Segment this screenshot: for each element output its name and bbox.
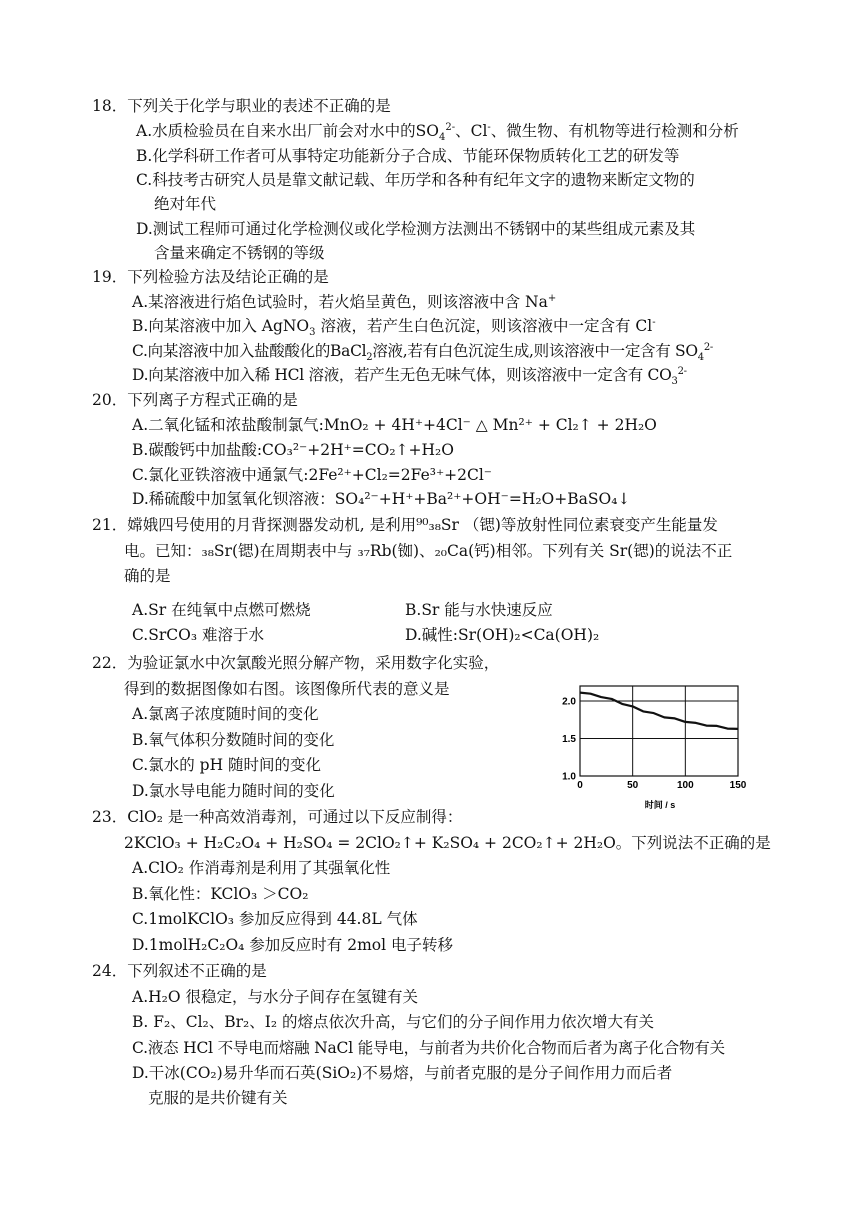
- q21-option-a: A.Sr 在纯氧中点燃可燃烧: [132, 601, 311, 619]
- q24-option-c: C.液态 HCl 不导电而熔融 NaCl 能导电，与前者为共价化合物而后者为离子化合物有关: [132, 1039, 725, 1057]
- q18-option-d-line1: D.测试工程师可通过化学检测仪或化学检测方法测出不锈钢中的某些组成元素及其: [136, 220, 696, 238]
- q22-stem-line2: 得到的数据图像如右图。该图像所代表的意义是: [124, 680, 450, 698]
- q22-option-b: B.氧气体积分数随时间的变化: [132, 731, 335, 749]
- q20-option-d: D.稀硫酸中加氢氧化钡溶液：SO₄²⁻+H⁺+Ba²⁺+OH⁻=H₂O+BaSO₄↓: [132, 490, 631, 508]
- q24-option-b: B. F₂、Cl₂、Br₂、I₂ 的熔点依次升高，与它们的分子间作用力依次增大有关: [132, 1013, 655, 1031]
- q19-option-c: C.向某溶液中加入盐酸酸化的BaCl$_2$溶液,若有白色沉淀生成,则该溶液中一定含有 $SO_4^{2-}$: [132, 341, 713, 364]
- chart-frame: [580, 686, 738, 776]
- q19-stem: 19．下列检验方法及结论正确的是: [92, 268, 329, 286]
- q18-option-c-line1: C.科技考古研究人员是靠文献记载、年历学和各种有纪年文字的遗物来断定文物的: [136, 171, 695, 189]
- chart-x-axis-label: 时间 / s: [644, 800, 676, 810]
- q22-line-chart: [548, 672, 754, 812]
- q20-option-b: B.碳酸钙中加盐酸:CO₃²⁻+2H⁺=CO₂↑+H₂O: [132, 441, 454, 459]
- q19-option-a: A.某溶液进行焰色试验时，若火焰呈黄色，则该溶液中含 Na+: [132, 292, 557, 311]
- q19-option-d: D.向某溶液中加入稀 HCl 溶液，若产生无色无味气体，则该溶液中一定含有 $CO_3^{2-}$: [132, 365, 687, 388]
- q23-option-a: A.ClO₂ 作消毒剂是利用了其强氧化性: [132, 859, 391, 877]
- q20-stem: 20．下列离子方程式正确的是: [92, 391, 298, 409]
- q24-option-d-line2: 克服的是共价键有关: [148, 1089, 288, 1107]
- q21-option-b: B.Sr 能与水快速反应: [405, 601, 553, 619]
- q22-option-d: D.氯水导电能力随时间的变化: [132, 782, 335, 800]
- q21-option-c: C.SrCO₃ 难溶于水: [132, 626, 264, 644]
- q21-stem-line1: 21．嫦娥四号使用的月背探测器发动机, 是利用⁹⁰₃₈Sr （锶)等放射性同位素衰变产生能量发: [92, 516, 718, 534]
- q21-stem-line2: 电。已知：₃₈Sr(锶)在周期表中与 ₃₇Rb(铷)、₂₀Ca(钙)相邻。下列有关 Sr(锶)的说法不正: [124, 542, 733, 560]
- q23-option-d: D.1molH₂C₂O₄ 参加反应时有 2mol 电子转移: [132, 936, 454, 954]
- q19-option-b: B.向某溶液中加入 AgNO$_3$ 溶液，若产生白色沉淀，则该溶液中一定含有 Cl-: [132, 316, 656, 339]
- chart-y-tick-label: 2.0: [562, 696, 576, 708]
- q24-option-d-line1: D.干冰(CO₂)易升华而石英(SiO₂)不易熔，与前者克服的是分子间作用力而后者: [132, 1064, 673, 1082]
- q18-option-a: A.水质检验员在自来水出厂前会对水中的$SO_4^{2-}$、Cl-、微生物、有机物等进行检测和分析: [136, 121, 739, 144]
- chart-x-tick-label: 150: [729, 780, 747, 791]
- q22-option-c: C.氯水的 pH 随时间的变化: [132, 756, 322, 774]
- chart-grid: [580, 686, 738, 776]
- chart-y-tick-label: 1.5: [562, 734, 576, 745]
- q18-option-d-line2: 含量来确定不锈钢的等级: [154, 244, 325, 262]
- q24-stem: 24．下列叙述不正确的是: [92, 962, 267, 980]
- q22-option-a: A.氯离子浓度随时间的变化: [132, 705, 319, 723]
- q24-option-a: A.H₂O 很稳定，与水分子间存在氢键有关: [132, 988, 418, 1006]
- q18-option-c-line2: 绝对年代: [154, 195, 217, 213]
- q18-stem: 18．下列关于化学与职业的表述不正确的是: [92, 97, 391, 115]
- chart-x-tick-label: 0: [577, 780, 583, 791]
- q21-stem-line3: 确的是: [124, 567, 171, 585]
- q20-option-c: C.氯化亚铁溶液中通氯气:2Fe²⁺+Cl₂=2Fe³⁺+2Cl⁻: [132, 466, 492, 484]
- q18-option-b: B.化学科研工作者可从事特定功能新分子合成、节能环保物质转化工艺的研发等: [136, 147, 680, 165]
- q23-equation: 2KClO₃ + H₂C₂O₄ + H₂SO₄ = 2ClO₂↑+ K₂SO₄ + 2CO₂↑+ 2H₂O。下列说法不正确的是: [124, 834, 771, 852]
- chart-series-line: [580, 693, 738, 729]
- chart-y-tick-label: 1.0: [562, 771, 576, 783]
- chart-x-tick-label: 50: [627, 780, 639, 791]
- q23-option-c: C.1molKClO₃ 参加反应得到 44.8L 气体: [132, 910, 418, 928]
- chart-ticks: [562, 697, 747, 792]
- q21-option-d: D.碱性:Sr(OH)₂<Ca(OH)₂: [405, 626, 600, 644]
- q23-option-b: B.氧化性：KClO₃ ＞CO₂: [132, 885, 309, 903]
- q23-stem: 23．ClO₂ 是一种高效消毒剂，可通过以下反应制得：: [92, 808, 463, 826]
- q20-option-a: A.二氧化锰和浓盐酸制氯气:MnO₂ + 4H⁺+4Cl⁻ △ Mn²⁺ + Cl₂↑ + 2H₂O: [132, 416, 657, 434]
- q22-stem-line1: 22．为验证氯水中次氯酸光照分解产物，采用数字化实验，: [92, 654, 500, 672]
- chart-x-tick-label: 100: [676, 780, 694, 791]
